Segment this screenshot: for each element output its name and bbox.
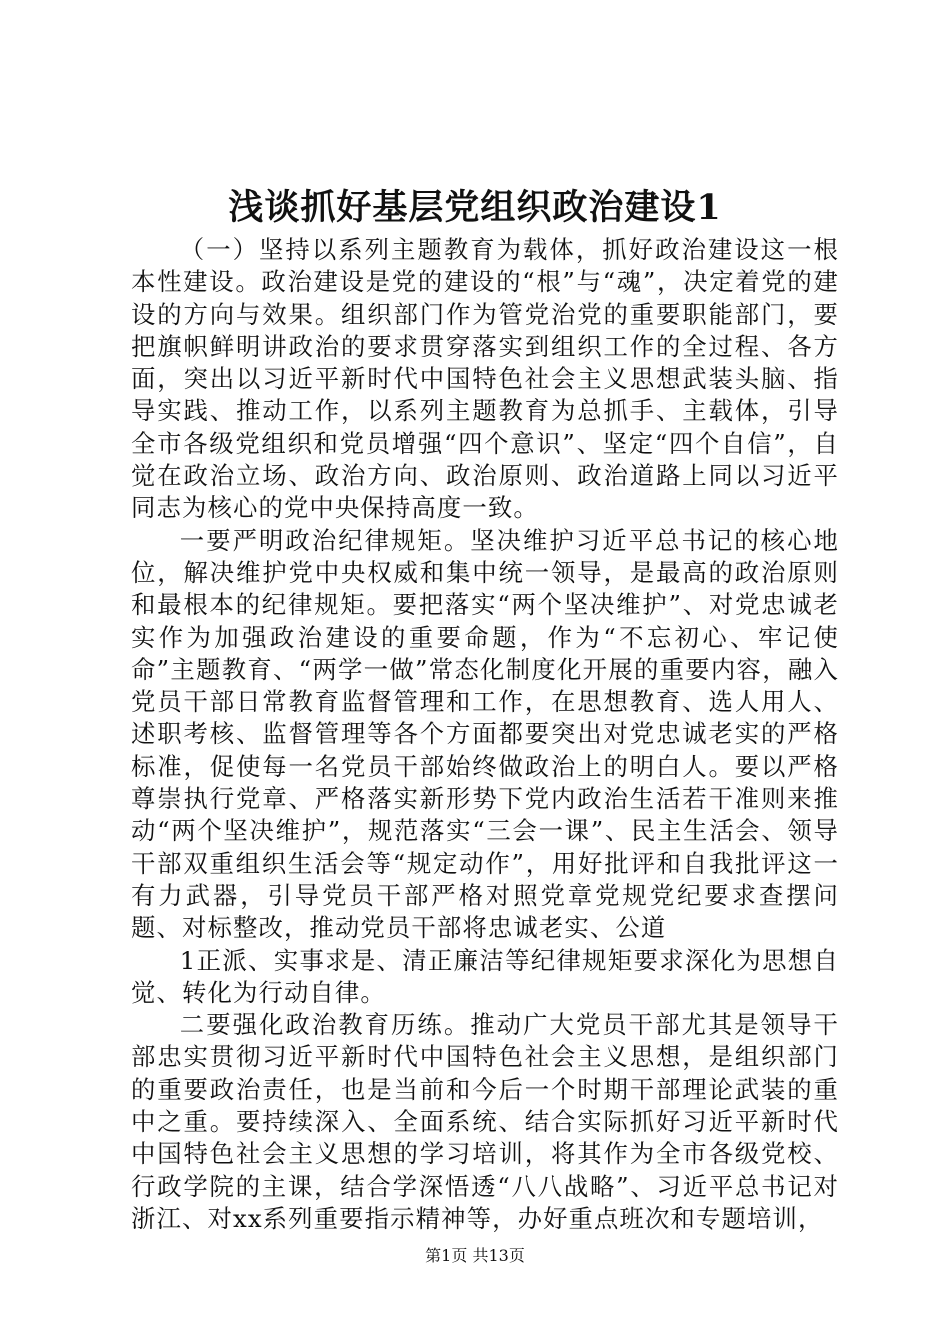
paragraph-2: 一要严明政治纪律规矩。坚决维护习近平总书记的核心地位，解决维护党中央权威和集中统一领导，是最高的政治原则和最根本的纪律规矩。要把落实“两个坚决维护”、对党忠诚老实作为加强政治建设的重要命题，作为“不忘初心、牢记使命”主题教育、“两学一做”常态化制度化开展的重要内容，融入党员干部日常教育监督管理和工作，在思想教育、选人用人、述职考核、监督管理等各个方面都要突出对党忠诚老实的严格标准，促使每一名党员干部始终做政治上的明白人。要以严格尊崇执行党章、严格落实新形势下党内政治生活若干准则来推动“两个坚决维护”，规范落实“三会一课”、民主生活会、领导干部双重组织生活会等“规定动作”，用好批评和自我批评这一有力武器，引导党员干部严格对照党章党规党纪要求查摆问题、对标整改，推动党员干部将忠诚老实、公道 <box>131 525 839 943</box>
paragraph-4: 二要强化政治教育历练。推动广大党员干部尤其是领导干部忠实贯彻习近平新时代中国特色社会主义思想，是组织部门的重要政治责任，也是当前和今后一个时期干部理论武装的重中之重。要持续深入、全面系统、结合实际抓好习近平新时代中国特色社会主义思想的学习培训，将其作为全市各级党校、行政学院的主课，结合学深悟透“八八战略”、习近平总书记对浙江、对xx系列重要指示精神等，办好重点班次和专题培训， <box>131 1010 839 1233</box>
page-footer <box>0 1246 950 1266</box>
document-title: 浅谈抓好基层党组织政治建设1 <box>228 187 722 228</box>
paragraph-1: （一）坚持以系列主题教育为载体，抓好政治建设这一根本性建设。政治建设是党的建设的“根”与“魂”，决定着党的建设的方向与效果。组织部门作为管党治党的重要职能部门，要把旗帜鲜明讲政治的要求贯穿落实到组织工作的全过程、各方面，突出以习近平新时代中国特色社会主义思想武装头脑、指导实践、推动工作，以系列主题教育为总抓手、主载体，引导全市各级党组织和党员增强“四个意识”、坚定“四个自信”，自觉在政治立场、政治方向、政治原则、政治道路上同以习近平同志为核心的党中央保持高度一致。 <box>131 235 839 523</box>
document-body <box>131 234 839 1235</box>
page-number: 第1页 <box>425 1246 468 1265</box>
paragraph-3: 1正派、实事求是、清正廉洁等纪律规矩要求深化为思想自觉、转化为行动自律。 <box>131 945 839 1007</box>
page-total: 共13页 <box>472 1246 525 1265</box>
